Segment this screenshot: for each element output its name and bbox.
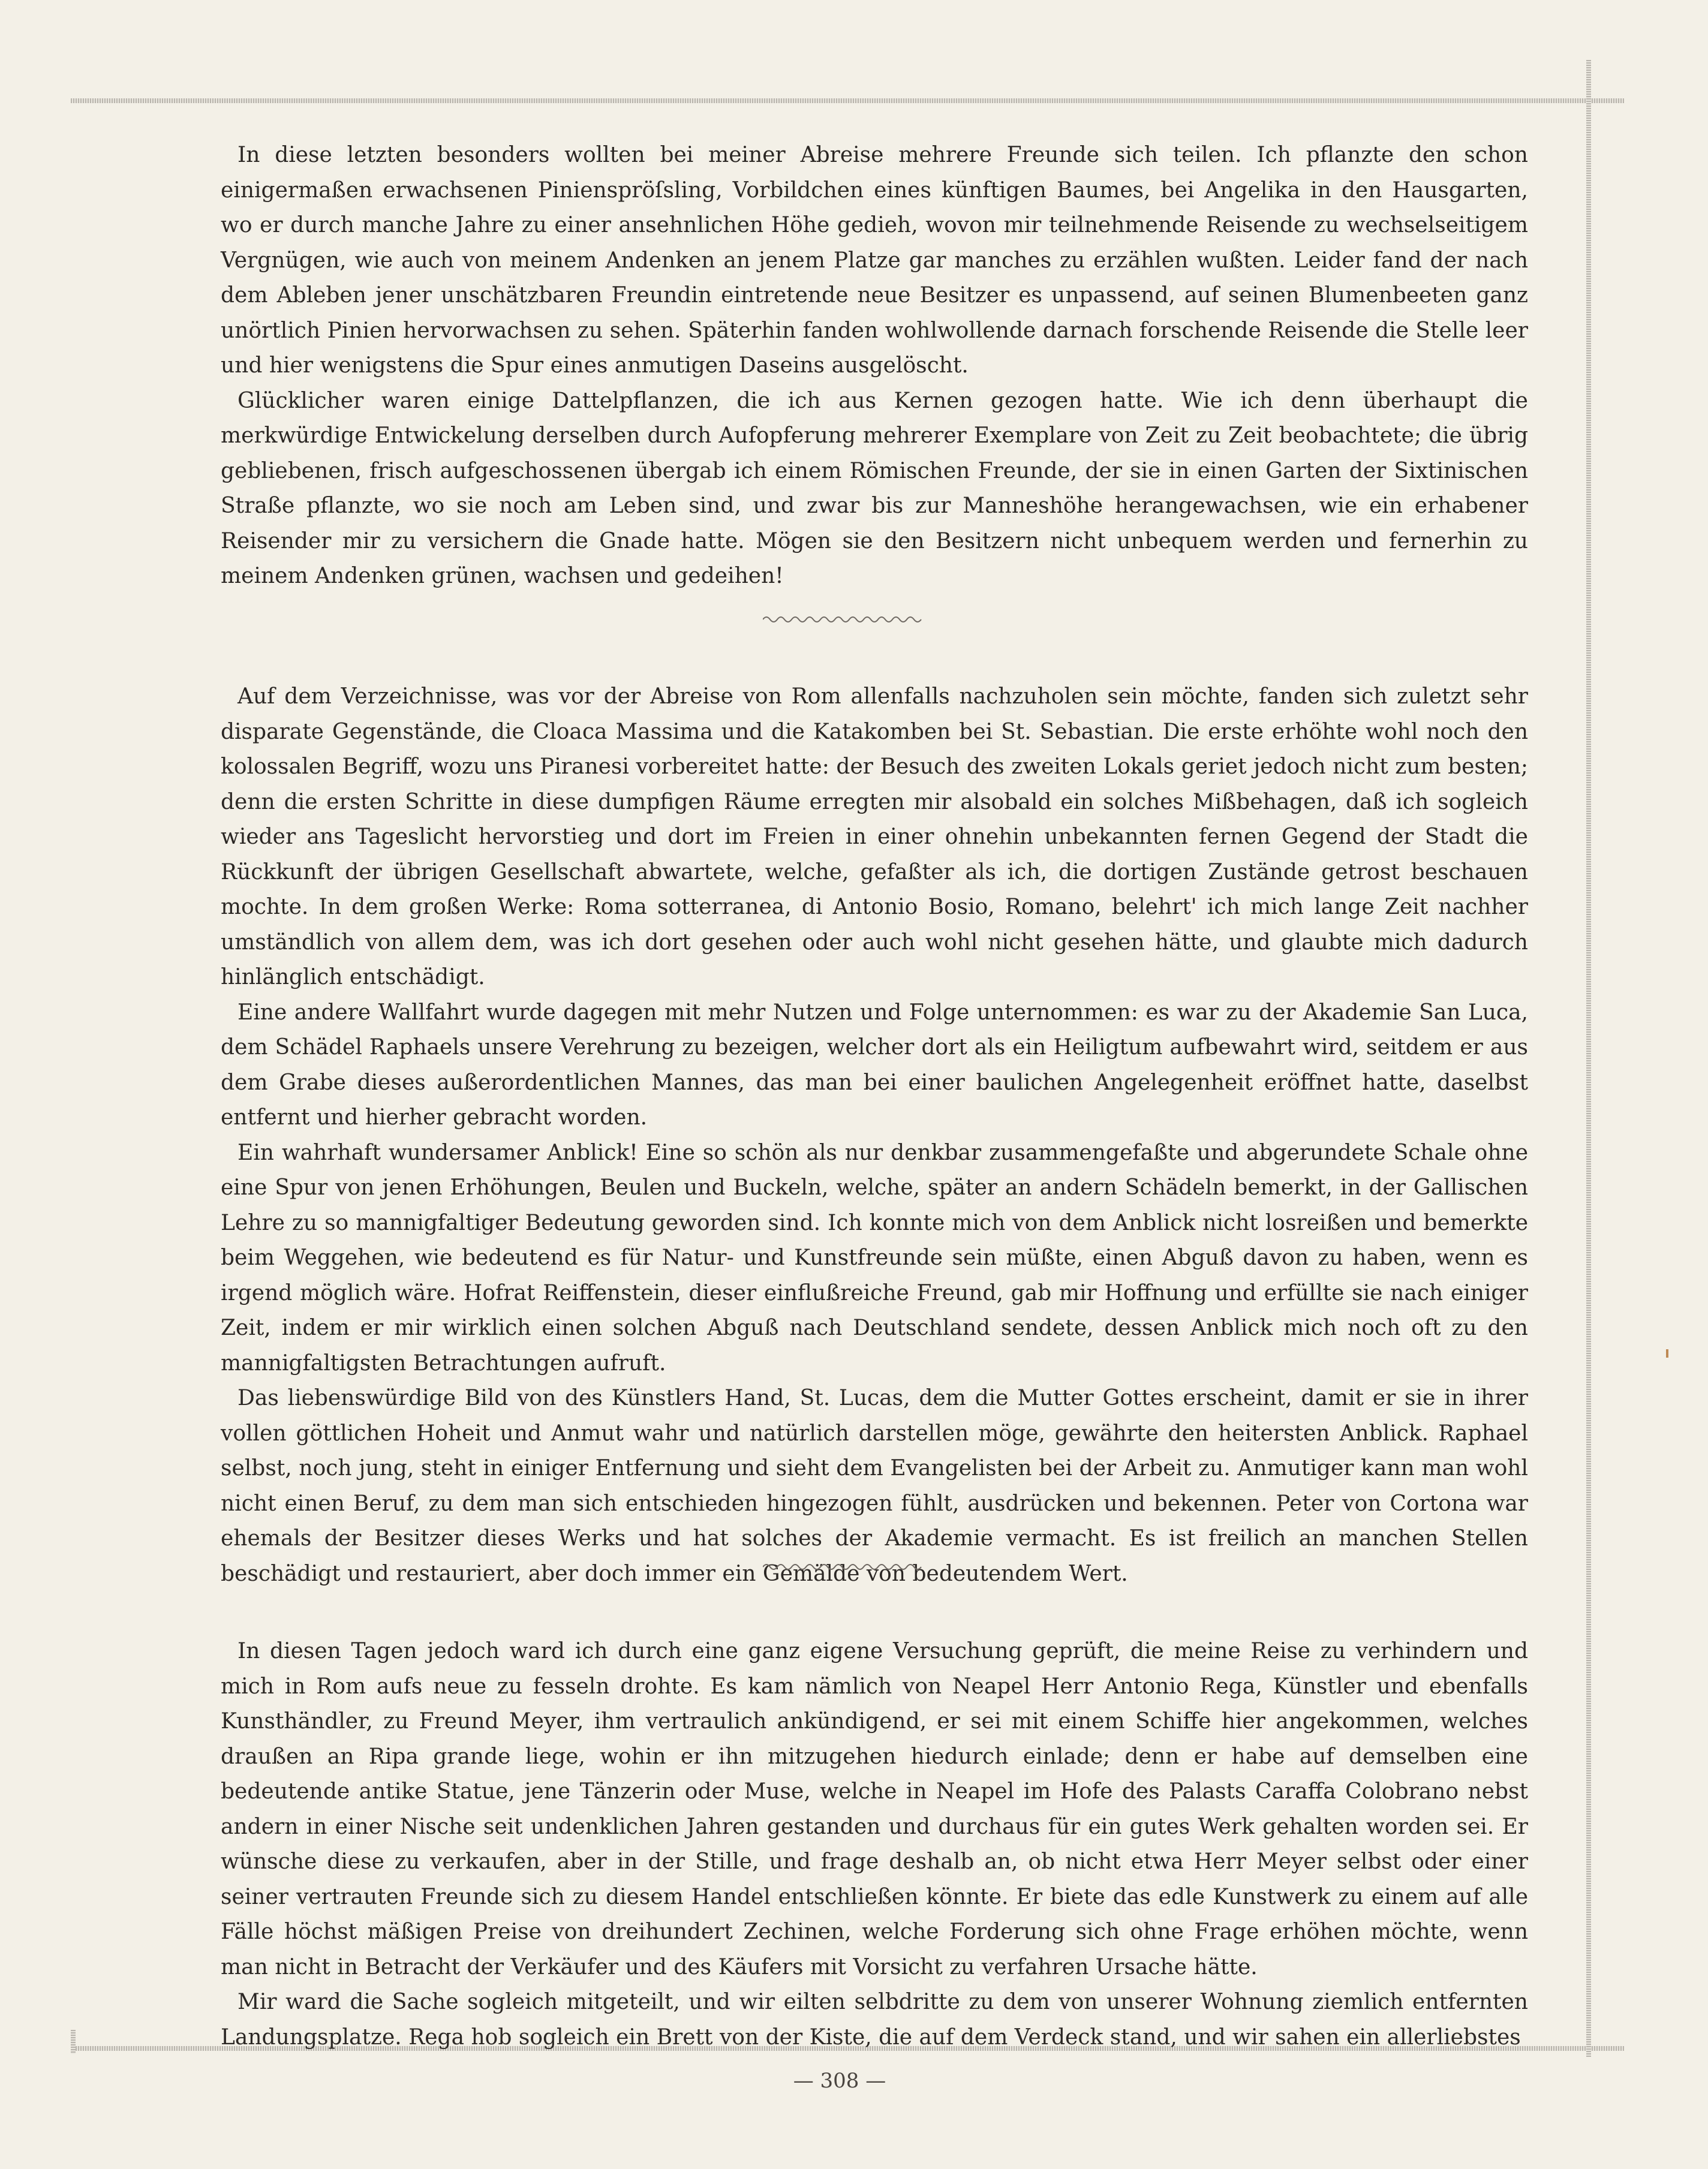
paragraph: Eine andere Wallfahrt wurde dagegen mit mehr Nutzen und Folge unternommen: es war zu der Akademie San Luca, dem Schädel Raphaels unsere Verehrung zu bezeigen, welcher dort als ein Heiligtum aufbewahrt wird, seitdem er aus dem Grabe dieses außerordentlichen Mannes, das man bei einer baulichen Angelegenheit eröffnet hatte, daselbst entfernt und hierher gebracht worden.	[221, 1000, 1528, 1130]
right-border-rule	[1586, 60, 1591, 2057]
section-1	[221, 138, 1528, 594]
left-border-tick	[71, 2030, 76, 2054]
paragraph: In diesen Tagen jedoch ward ich durch eine ganz eigene Versuchung geprüft, die meine Reise zu verhindern und mich in Rom aufs neue zu fesseln drohte. Es kam nämlich von Neapel Herr Antonio Rega, Künstler und ebenfalls Kunsthändler, zu Freund Meyer, ihm vertraulich ankündigend, er sei mit einem Schiffe hier angekommen, welches draußen an Ripa grande liege, wohin er ihn mitzugehen hiedurch einlade; denn er habe auf demselben eine bedeutende antike Statue, jene Tänzerin oder Muse, welche in Neapel im Hofe des Palasts Caraffa Colobrano nebst andern in einer Nische seit undenklichen Jahren gestanden und durchaus für ein gutes Werk gehalten worden sei. Er wünsche diese zu verkaufen, aber in der Stille, und frage deshalb an, ob nicht etwa Herr Meyer selbst oder einer seiner vertrauten Freunde sich zu diesem Handel entschließen könnte. Er biete das edle Kunstwerk zu einem auf alle Fälle höchst mäßigen Preise von dreihundert Zechinen, welche Forderung sich ohne Frage erhöhen möchte, wenn man nicht in Betracht der Verkäufer und des Käufers mit Vorsicht zu verfahren Ursache hätte.	[221, 1639, 1528, 1980]
paragraph: Mir ward die Sache sogleich mitgeteilt, und wir eilten selbdritte zu dem von unserer Wohnung ziemlich entfernten Landungsplatze. Rega hob sogleich ein Brett von der Kiste, die auf dem Verdeck stand, und wir sahen ein allerliebstes	[221, 1990, 1528, 2050]
paragraph: Das liebenswürdige Bild von des Künstlers Hand, St. Lucas, dem die Mutter Gottes erscheint, damit er sie in ihrer vollen göttlichen Hoheit und Anmut wahr und natürlich darstellen möge, gewährte den heitersten Anblick. Raphael selbst, noch jung, steht in einiger Entfernung und sieht dem Evangelisten bei der Arbeit zu. Anmutiger kann man wohl nicht einen Beruf, zu dem man sich entschieden hingezogen fühlt, ausdrücken und bekennen. Peter von Cortona war ehemals der Besitzer dieses Werks und hat solches der Akademie vermacht. Es ist freilich an manchen Stellen beschädigt und restauriert, aber doch immer ein Gemälde von bedeutendem Wert.	[221, 1386, 1528, 1586]
section-2	[221, 679, 1528, 1592]
wavy-divider-2	[763, 1561, 924, 1573]
wavy-divider-1	[763, 613, 924, 625]
top-border-rule	[71, 98, 1624, 103]
margin-mark	[1666, 1349, 1668, 1358]
paragraph: In diese letzten besonders wollten bei meiner Abreise mehrere Freunde sich teilen. Ich pflanzte den schon einigermaßen erwachsenen Pinienspröſsling, Vorbildchen eines künftigen Baumes, bei Angelika in den Hausgarten, wo er durch manche Jahre zu einer ansehnlichen Höhe gedieh, wovon mir teilnehmende Reisende zu wechselseitigem Vergnügen, wie auch von meinem Andenken an jenem Platze gar manches zu erzählen wußten. Leider fand der nach dem Ableben jener unschätzbaren Freundin eintretende neue Besitzer es unpassend, auf seinen Blumenbeeten ganz unörtlich Pinien hervorwachsen zu sehen. Späterhin fanden wohlwollende darnach forschende Reisende die Stelle leer und hier wenigstens die Spur eines anmutigen Daseins ausgelöscht.	[221, 143, 1528, 378]
section-3	[221, 1634, 1528, 2055]
paragraph: Auf dem Verzeichnisse, was vor der Abreise von Rom allenfalls nachzuholen sein möchte, fanden sich zuletzt sehr disparate Gegenstände, die Cloaca Massima und die Katakomben bei St. Sebastian. Die erste erhöhte wohl noch den kolossalen Begriff, wozu uns Piranesi vorbereitet hatte: der Besuch des zweiten Lokals geriet jedoch nicht zum besten; denn die ersten Schritte in diese dumpfigen Räume erregten mir alsobald ein solches Mißbehagen, daß ich sogleich wieder ans Tageslicht hervorstieg und dort im Freien in einer ohnehin unbekannten fernen Gegend der Stadt die Rückkunft der übrigen Gesellschaft abwartete, welche, gefaßter als ich, die dortigen Zustände getrost beschauen mochte. In dem großen Werke: Roma sotterranea, di Antonio Bosio, Romano, belehrt' ich mich lange Zeit nachher umständlich von allem dem, was ich dort gesehen oder auch wohl nicht gesehen hätte, und glaubte mich dadurch hinlänglich entschädigt.	[221, 684, 1528, 989]
page-number: — 308 —	[793, 2069, 886, 2093]
paragraph: Glücklicher waren einige Dattelpflanzen, die ich aus Kernen gezogen hatte. Wie ich denn überhaupt die merkwürdige Entwickelung derselben durch Aufopferung mehrerer Exemplare von Zeit zu Zeit beobachtete; die übrig gebliebenen, frisch aufgeschossenen übergab ich einem Römischen Freunde, der sie in einen Garten der Sixtinischen Straße pflanzte, wo sie noch am Leben sind, und zwar bis zur Manneshöhe herangewachsen, wie ein erhabener Reisender mir zu versichern die Gnade hatte. Mögen sie den Besitzern nicht unbequem werden und fernerhin zu meinem Andenken grünen, wachsen und gedeihen!	[221, 388, 1528, 588]
paragraph: Ein wahrhaft wundersamer Anblick! Eine so schön als nur denkbar zusammengefaßte und abgerundete Schale ohne eine Spur von jenen Erhöhungen, Beulen und Buckeln, welche, später an andern Schädeln bemerkt, in der Gallischen Lehre zu so mannigfaltiger Bedeutung geworden sind. Ich konnte mich von dem Anblick nicht losreißen und bemerkte beim Weggehen, wie bedeutend es für Natur- und Kunstfreunde sein müßte, einen Abguß davon zu haben, wenn es irgend möglich wäre. Hofrat Reiffenstein, dieser einflußreiche Freund, gab mir Hoffnung und erfüllte sie nach einiger Zeit, indem er mir wirklich einen solchen Abguß nach Deutschland sendete, dessen Anblick mich noch oft zu den mannigfaltigsten Betrachtungen aufruft.	[221, 1140, 1528, 1376]
